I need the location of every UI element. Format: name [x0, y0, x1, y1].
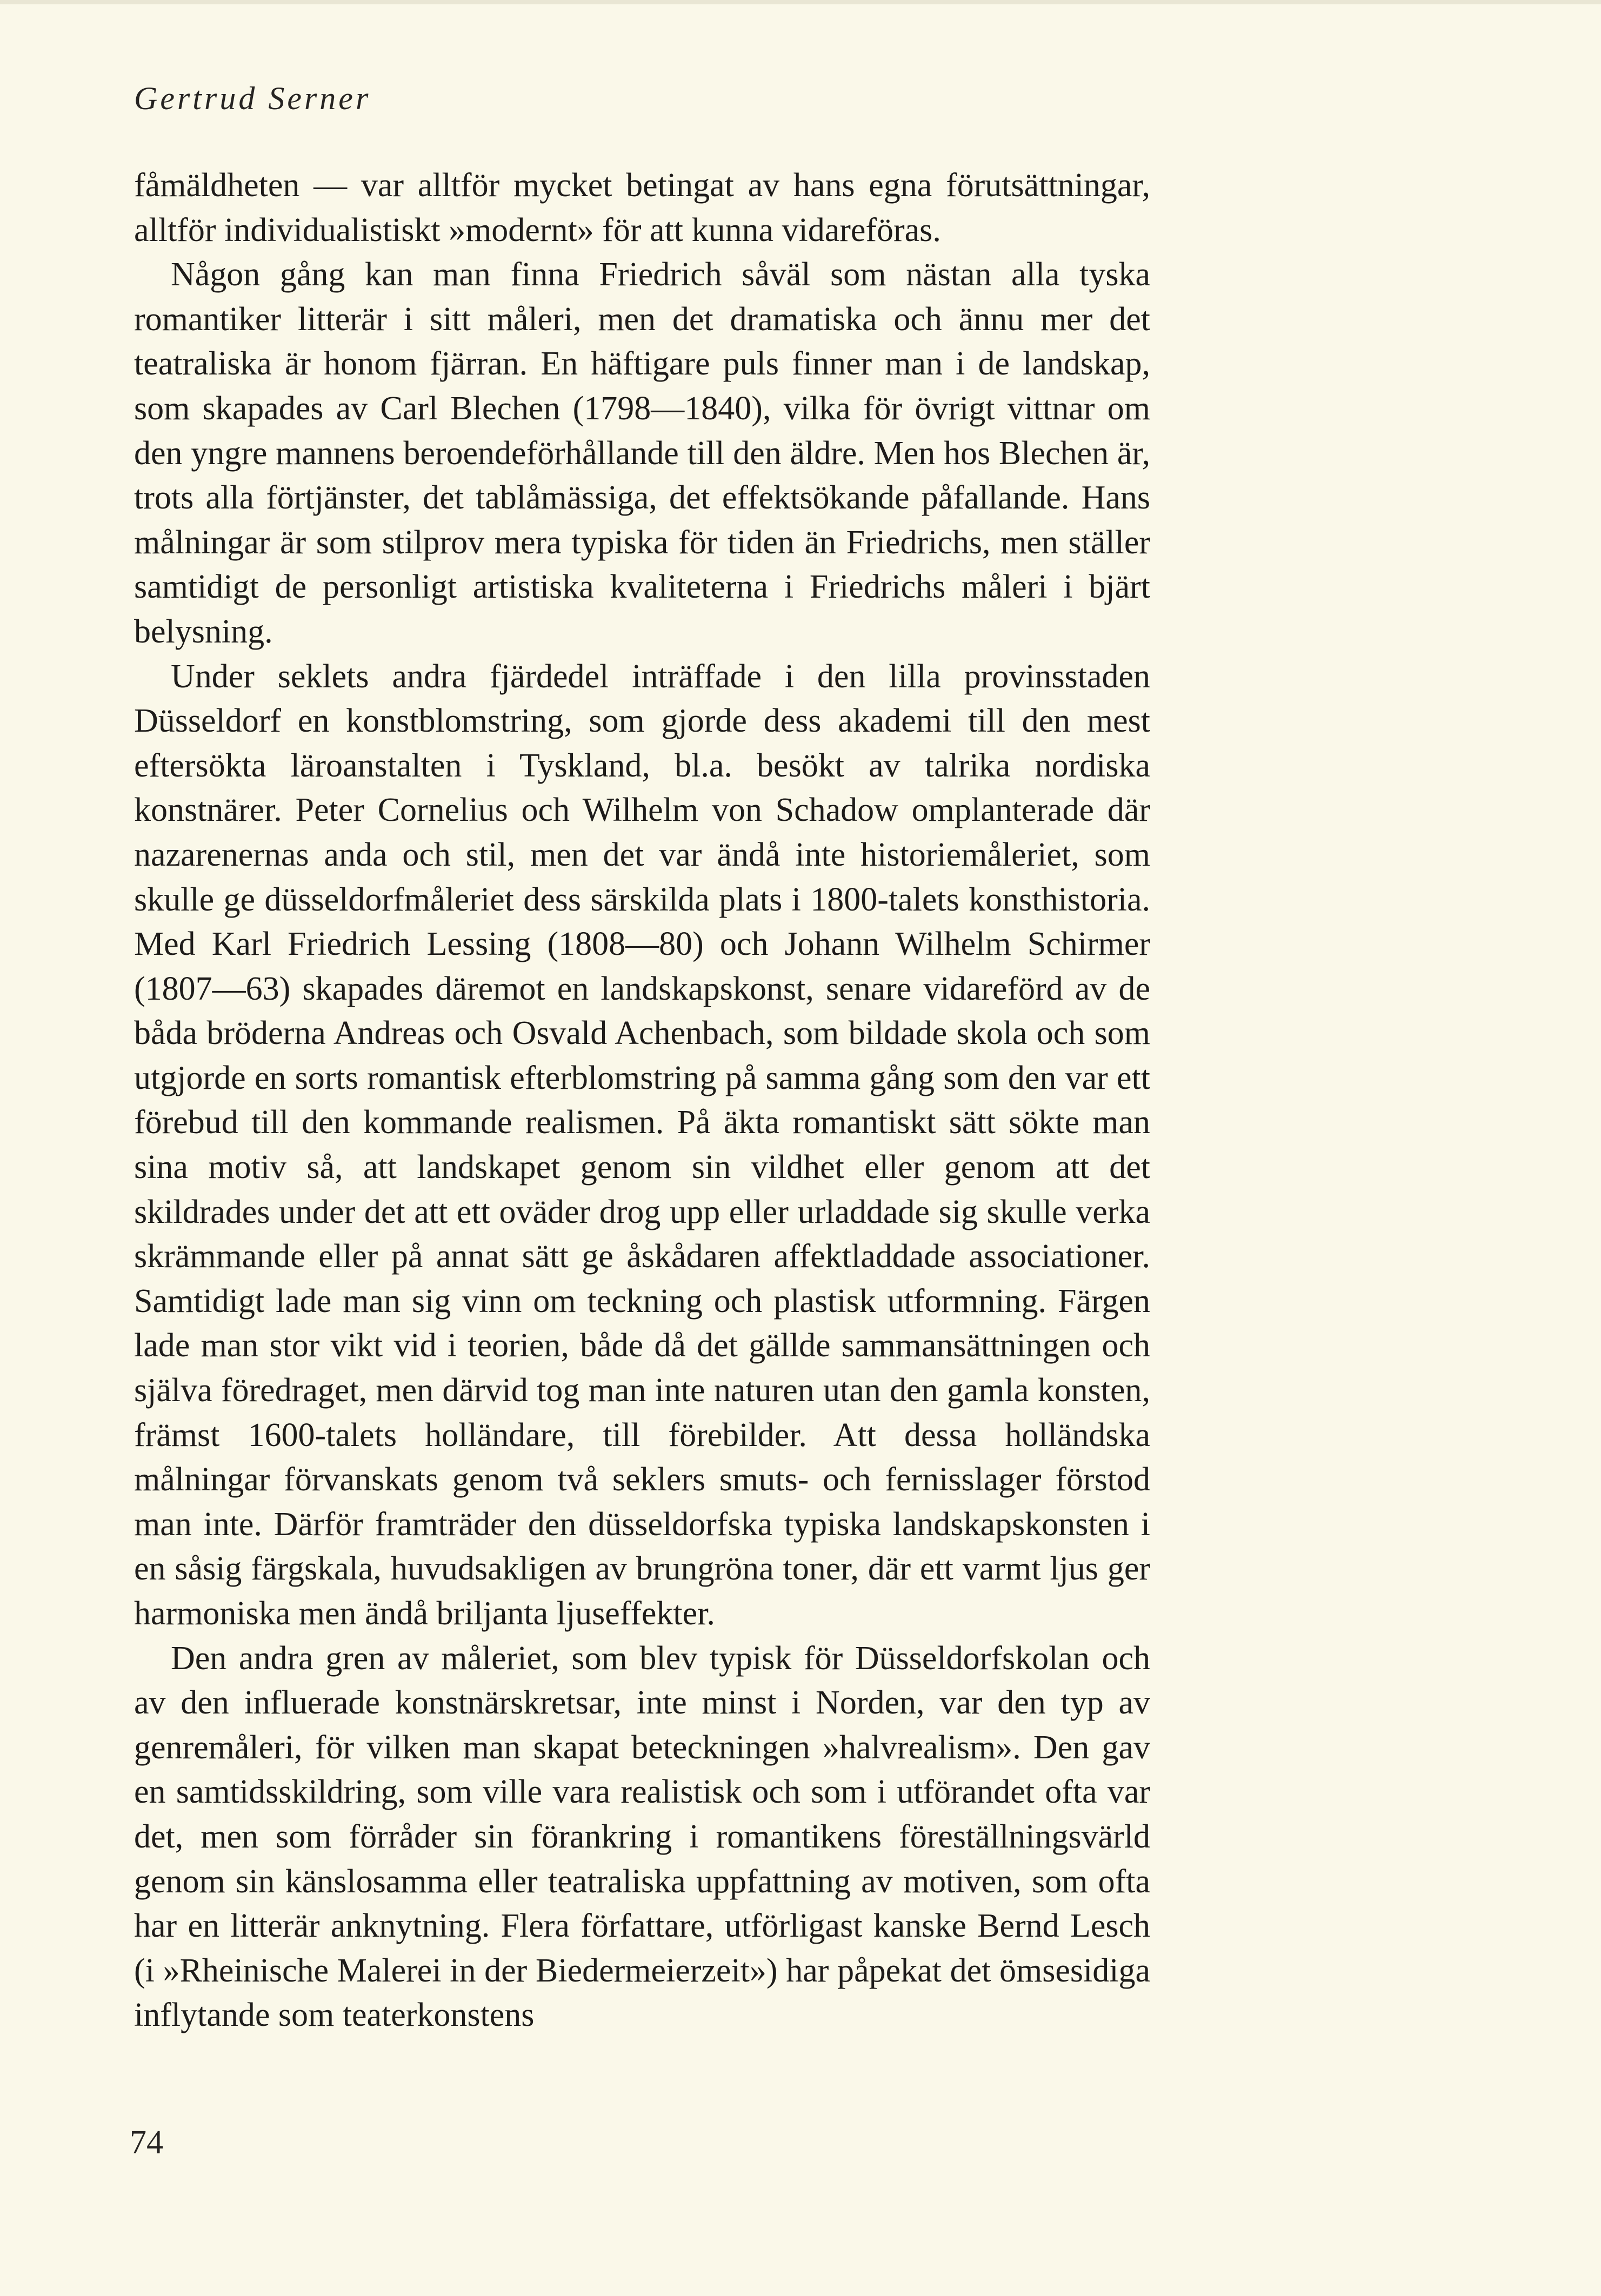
paragraph-1: fåmäldheten — var alltför mycket betingat av hans egna förutsättningar, alltför individualistiskt »modernt» för att kunna vidareföras.: [134, 167, 1150, 249]
paragraph-2: Någon gång kan man finna Friedrich såväl som nästan alla tyska romantiker litterär i sitt måleri, men det dramatiska och ännu mer det teatraliska är honom fjärran. En häftigare puls finner man i de landskap, som skapades av Carl Blechen (1798—1840), vilka för övrigt vittnar om den yngre mannens beroendeförhållande till den äldre. Men hos Blechen är, trots alla förtjänster, det tablåmässiga, det effektsökande påfallande. Hans målningar är som stilprov mera typiska för tiden än Friedrichs, men ställer samtidigt de personligt artistiska kvaliteterna i Friedrichs måleri i bjärt belysning.: [134, 256, 1150, 650]
running-header-author: Gertrud Serner: [134, 81, 371, 116]
body-text: [134, 163, 1150, 2038]
top-edge-rule: [0, 0, 1601, 4]
paragraph-4: Den andra gren av måleriet, som blev typisk för Düsseldorfskolan och av den influerade konstnärskretsar, inte minst i Norden, var den typ av genremåleri, för vilken man skapat beteckningen »halvrealism». Den gav en samtidsskildring, som ville vara realistisk och som i utförandet ofta var det, men som förråder sin förankring i romantikens föreställningsvärld genom sin känslosamma eller teatraliska uppfattning av motiven, som ofta har en litterär anknytning. Flera författare, utförligast kanske Bernd Lesch (i »Rheinische Malerei in der Biedermeierzeit») har påpekat det ömsesidiga inflytande som teaterkonstens: [134, 1639, 1150, 2034]
page-number: 74: [130, 2124, 163, 2161]
paragraph-3: Under seklets andra fjärdedel inträffade i den lilla provinsstaden Düsseldorf en konstblomstring, som gjorde dess akademi till den mest eftersökta läroanstalten i Tyskland, bl.a. besökt av talrika nordiska konstnärer. Peter Cornelius och Wilhelm von Schadow omplanterade där nazarenernas anda och stil, men det var ändå inte historiemåleriet, som skulle ge düsseldorfmåleriet dess särskilda plats i 1800-talets konsthistoria. Med Karl Friedrich Lessing (1808—80) och Johann Wilhelm Schirmer (1807—63) skapades däremot en landskapskonst, senare vidareförd av de båda bröderna Andreas och Osvald Achenbach, som bildade skola och som utgjorde en sorts romantisk efterblomstring på samma gång som den var ett förebud till den kommande realismen. På äkta romantiskt sätt sökte man sina motiv så, att landskapet genom sin vildhet eller genom att det skildrades under det att ett oväder drog upp eller urladdade sig skulle verka skrämmande eller på annat sätt ge åskådaren affektladdade associationer. Samtidigt lade man sig vinn om teckning och plastisk utformning. Färgen lade man stor vikt vid i teorien, både då det gällde sammansättningen och själva föredraget, men därvid tog man inte naturen utan den gamla konsten, främst 1600-talets holländare, till förebilder. Att dessa holländska målningar förvanskats genom två seklers smuts- och fernisslager förstod man inte. Därför framträder den düsseldorfska typiska landskapskonsten i en såsig färgskala, huvudsakligen av brungröna toner, där ett varmt ljus ger harmoniska men ändå briljanta ljuseffekter.: [134, 658, 1150, 1632]
